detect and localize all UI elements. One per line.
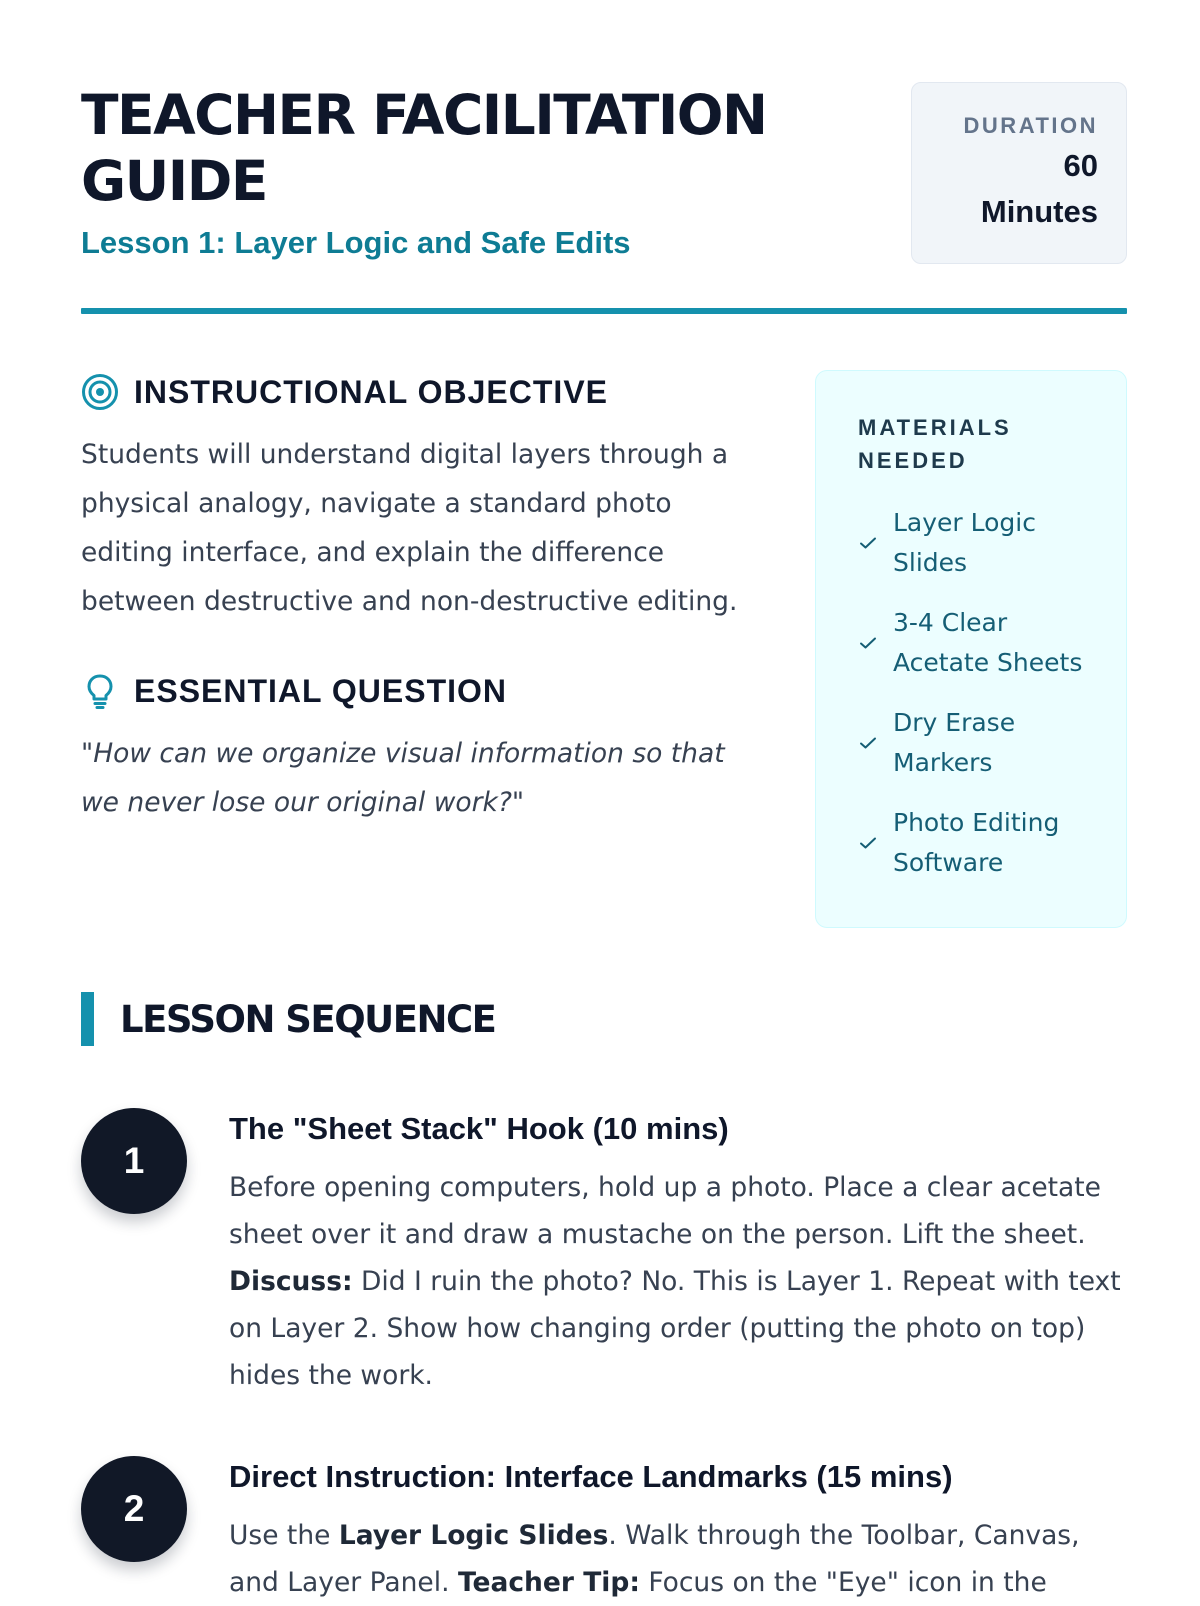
check-icon — [858, 836, 878, 850]
duration-value — [912, 143, 1098, 235]
materials-item-label: 3-4 Clear Acetate Sheets — [893, 608, 1083, 677]
materials-item-label: Dry Erase Markers — [893, 708, 1016, 777]
step-text-part: Before opening computers, hold up a photo. Place a clear acetate sheet over it and draw a mustache on the person. Lift the sheet. — [229, 1172, 1101, 1250]
check-icon — [858, 736, 878, 750]
target-icon — [81, 373, 119, 411]
step-title: The "Sheet Stack" Hook (10 mins) — [229, 1111, 729, 1146]
duration-card — [911, 82, 1127, 264]
step-text-part: . Walk through the Toolbar, Canvas, and Layer Panel. — [229, 1520, 1080, 1598]
objective-column — [81, 372, 761, 827]
lightbulb-icon — [81, 672, 119, 710]
duration-number: 60 — [1063, 148, 1098, 183]
objective-heading: INSTRUCTIONAL OBJECTIVE — [134, 373, 608, 410]
lesson-sequence-heading-row — [81, 992, 495, 1046]
duration-unit: Minutes — [980, 194, 1098, 229]
title-line-2: GUIDE — [81, 149, 267, 213]
duration-label: DURATION — [963, 113, 1098, 138]
objective-text: Students will understand digital layers through a physical analogy, navigate a standard photo editing interface, and explain the difference between destructive and non-destructive editing. — [81, 439, 738, 617]
check-icon — [858, 636, 878, 650]
facilitation-guide-page — [81, 0, 1127, 1598]
header-divider — [81, 308, 1127, 314]
title-line-1: TEACHER FACILITATION — [81, 83, 767, 147]
lesson-sequence-heading: LESSON SEQUENCE — [120, 997, 496, 1041]
step-text-part: Focus on the "Eye" icon in the — [639, 1567, 1047, 1598]
step-description — [229, 1164, 1127, 1399]
step-content — [229, 1108, 1127, 1399]
step-text-emphasis: Discuss: — [229, 1266, 353, 1297]
step-number-badge: 2 — [81, 1456, 187, 1562]
materials-item — [858, 803, 1096, 883]
step-text-emphasis: Teacher Tip: — [457, 1567, 640, 1598]
question-heading-row — [81, 671, 761, 711]
page-title — [81, 82, 861, 214]
materials-item-label: Layer Logic Slides — [893, 508, 1036, 577]
step-description — [229, 1512, 1127, 1606]
lesson-subtitle: Lesson 1: Layer Logic and Safe Edits — [81, 225, 631, 260]
materials-item — [858, 603, 1096, 683]
materials-title: MATERIALS NEEDED — [858, 415, 1012, 473]
guide-header — [81, 0, 1127, 316]
step-title: Direct Instruction: Interface Landmarks (15 mins) — [229, 1459, 953, 1494]
materials-item — [858, 703, 1096, 783]
section-accent-bar — [81, 992, 94, 1046]
step-text-part: Use the — [229, 1520, 339, 1551]
question-heading: ESSENTIAL QUESTION — [134, 672, 508, 709]
materials-card — [815, 370, 1127, 928]
materials-item — [858, 503, 1096, 583]
materials-item-label: Photo Editing Software — [893, 808, 1060, 877]
check-icon — [858, 536, 878, 550]
step-text-emphasis: Layer Logic Slides — [338, 1520, 609, 1551]
step-number-badge: 1 — [81, 1108, 187, 1214]
objective-heading-row — [81, 372, 761, 412]
step-text-part: Did I ruin the photo? No. This is Layer 1. Repeat with text on Layer 2. Show how changing order (putting the photo on top) hides the work. — [229, 1266, 1121, 1391]
essential-question-text: "How can we organize visual information so that we never lose our original work?" — [81, 738, 725, 818]
materials-list — [858, 503, 1096, 883]
step-content — [229, 1456, 1127, 1606]
